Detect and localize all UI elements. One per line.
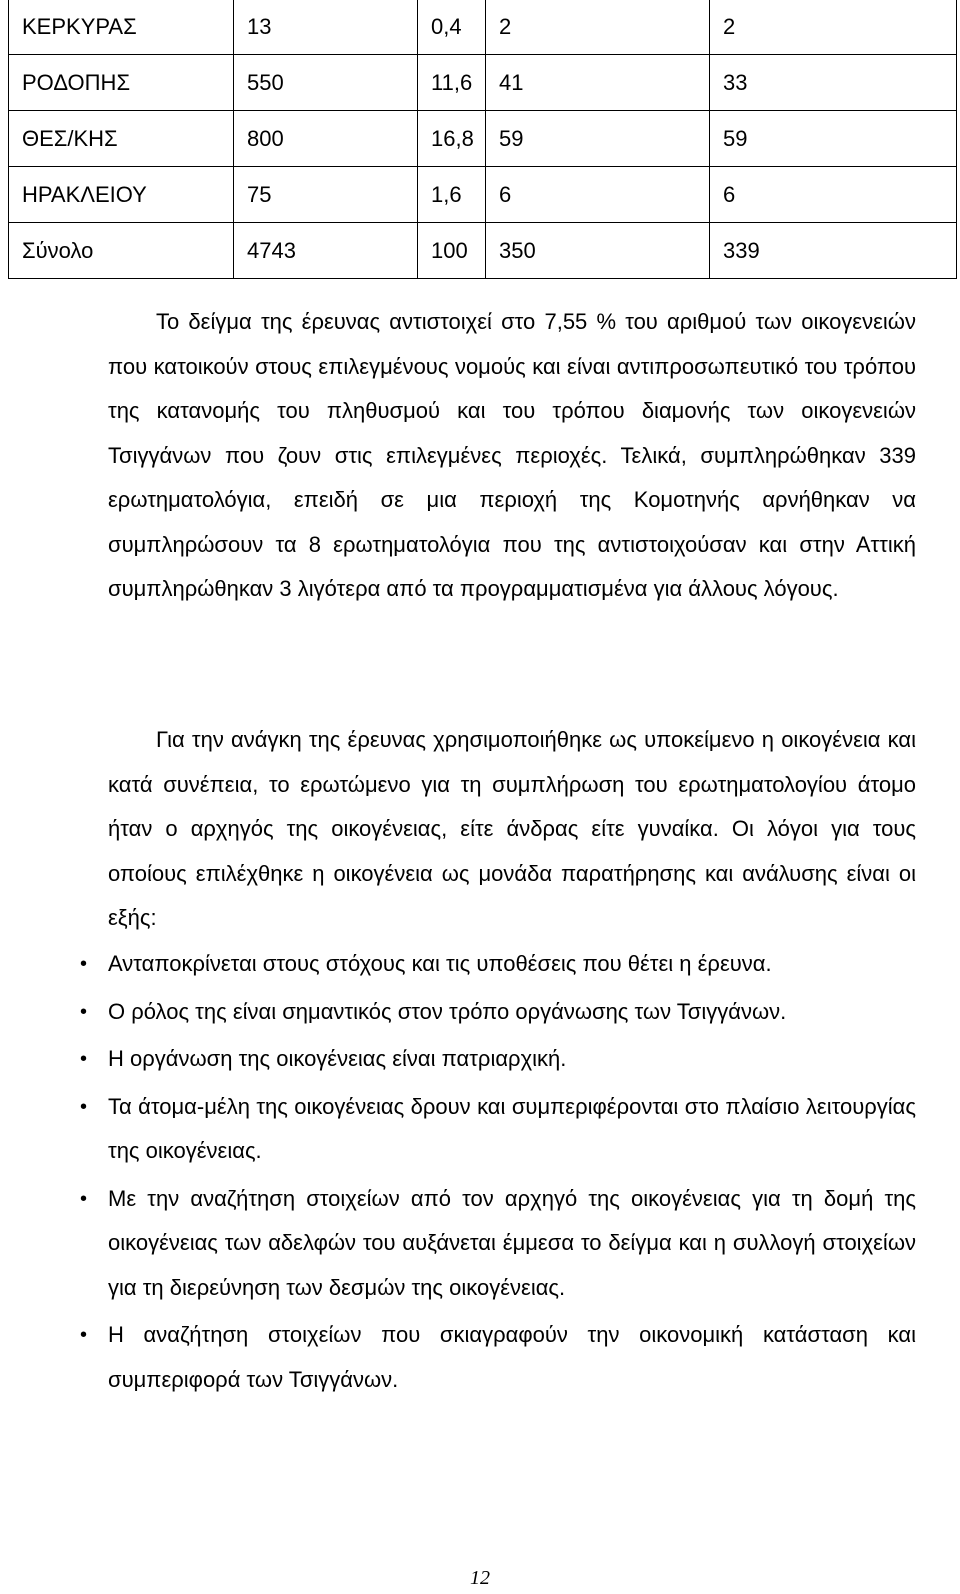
list-item	[80, 1037, 916, 1082]
paragraph-family-unit: Για την ανάγκη της έρευνας χρησιμοποιήθηκε ως υποκείμενο η οικογένεια και κατά συνέπεια, το ερωτώμενο για τη συμπλήρωση του ερωτηματολογίου άτομο ήταν ο αρχηγός της οικογένειας, είτε άνδρας είτε γυναίκα. Οι λόγοι για τους οποίους επιλέχθηκε η οικογένεια ως μονάδα παρατήρησης και ανάλυσης είναι οι εξής:	[108, 727, 916, 930]
table-cell-households: 800	[234, 111, 418, 167]
table-cell-completed: 6	[710, 167, 957, 223]
bullet-icon: •	[80, 953, 88, 975]
table-cell-households: 13	[234, 0, 418, 55]
reasons-list	[80, 942, 916, 1405]
table-cell-planned: 59	[486, 111, 710, 167]
table-cell-planned: 41	[486, 55, 710, 111]
table-cell-percent: 11,6	[418, 55, 486, 111]
bullet-icon: •	[80, 1324, 88, 1346]
table-cell-completed: 2	[710, 0, 957, 55]
list-item-text: Τα άτομα-μέλη της οικογένειας δρουν και συμπεριφέρονται στο πλαίσιο λειτουργίας της οικογένειας.	[108, 1093, 916, 1163]
list-item-text: Με την αναζήτηση στοιχείων από τον αρχηγό της οικογένειας για τη δομή της οικογένειας των αδελφών του αυξάνεται έμμεσα το δείγμα και η συλλογή στοιχείων για τη διερεύνηση των δεσμών της οικογένειας.	[108, 1185, 916, 1300]
list-item-text: Η αναζήτηση στοιχείων που σκιαγραφούν την οικονομική κατάσταση και συμπεριφορά των Τσιγγάνων.	[108, 1322, 916, 1392]
sample-table	[8, 0, 957, 279]
bullet-icon: •	[80, 1048, 88, 1070]
table-row	[9, 167, 957, 223]
paragraph-sample: Το δείγμα της έρευνας αντιστοιχεί στο 7,55 % του αριθμού των οικογενειών που κατοικούν στους επιλεγμένους νομούς και είναι αντιπροσωπευτικό του τρόπου της κατανομής του πληθυσμού και του τρόπου διαμονής των οικογενειών Τσιγγάνων που ζουν στις επιλεγμένες περιοχές. Τελικά, συμπληρώθηκαν 339 ερωτηματολόγια, επειδή σε μια περιοχή της Κομοτηνής αρνήθηκαν να συμπληρώσουν τα 8 ερωτηματολόγια που της αντιστοιχούσαν και στην Αττική συμπληρώθηκαν 3 λιγότερα από τα προγραμματισμένα για άλλους λόγους.	[108, 309, 916, 601]
list-item	[80, 942, 916, 987]
bullet-icon: •	[80, 1187, 88, 1210]
list-item	[80, 1313, 916, 1402]
list-item-text: Η οργάνωση της οικογένειας είναι πατριαρχική.	[108, 1046, 567, 1071]
list-item	[80, 990, 916, 1035]
table-row	[9, 55, 957, 111]
table-row	[9, 111, 957, 167]
list-item	[80, 1085, 916, 1174]
page-number: 12	[470, 1567, 490, 1589]
table-cell-planned: 2	[486, 0, 710, 55]
table-cell-region: ΡΟΔΟΠΗΣ	[9, 55, 234, 111]
table-cell-region: ΘΕΣ/ΚΗΣ	[9, 111, 234, 167]
list-item-text: Ο ρόλος της είναι σημαντικός στον τρόπο οργάνωσης των Τσιγγάνων.	[108, 998, 787, 1024]
table-cell-completed: 339	[710, 223, 957, 279]
bullet-icon: •	[80, 1095, 88, 1118]
table-cell-completed: 59	[710, 111, 957, 167]
table-row	[9, 0, 957, 55]
table-cell-households: 75	[234, 167, 418, 223]
table-cell-planned: 350	[486, 223, 710, 279]
bullet-icon: •	[80, 1000, 88, 1023]
list-item	[80, 1177, 916, 1311]
table-cell-percent: 1,6	[418, 167, 486, 223]
list-item-text: Ανταποκρίνεται στους στόχους και τις υποθέσεις που θέτει η έρευνα.	[108, 951, 772, 976]
table-cell-percent: 100	[418, 223, 486, 279]
table-cell-region: Σύνολο	[9, 223, 234, 279]
table-row-total	[9, 223, 957, 279]
table-cell-region: ΚΕΡΚΥΡΑΣ	[9, 0, 234, 55]
table-cell-planned: 6	[486, 167, 710, 223]
table-cell-region: ΗΡΑΚΛΕΙΟΥ	[9, 167, 234, 223]
table-cell-percent: 16,8	[418, 111, 486, 167]
table-cell-completed: 33	[710, 55, 957, 111]
table-cell-households: 4743	[234, 223, 418, 279]
table-cell-households: 550	[234, 55, 418, 111]
table-cell-percent: 0,4	[418, 0, 486, 55]
